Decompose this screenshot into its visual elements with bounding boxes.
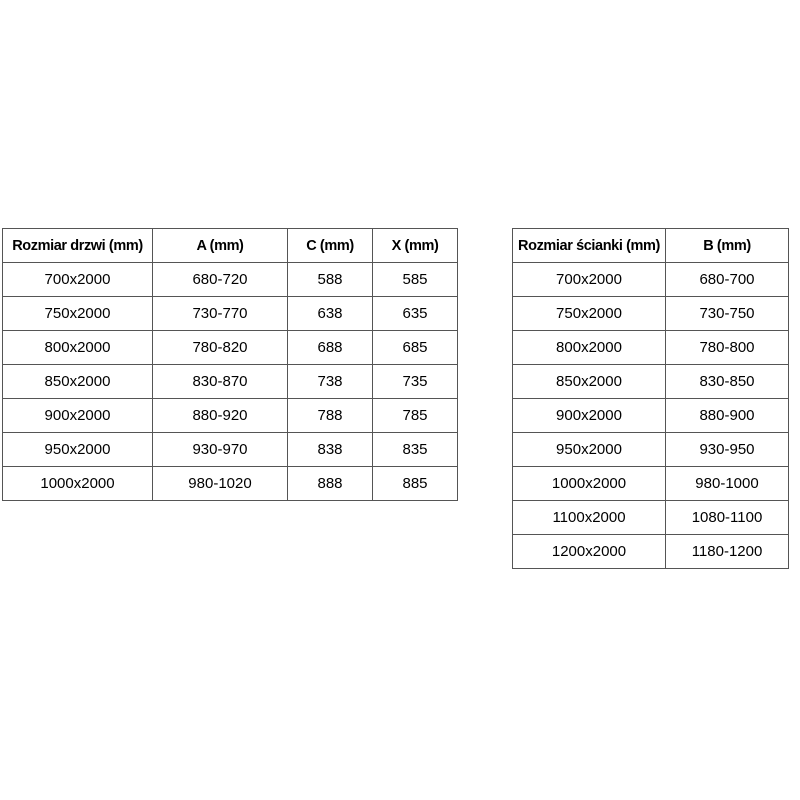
column-header-c: C (mm) xyxy=(288,229,373,263)
cell-c: 588 xyxy=(288,263,373,297)
cell-wall-size: 1100x2000 xyxy=(513,501,666,535)
table-row xyxy=(3,433,458,467)
cell-a: 980-1020 xyxy=(153,467,288,501)
door-size-table xyxy=(2,228,458,501)
cell-wall-size: 850x2000 xyxy=(513,365,666,399)
cell-door-size: 700x2000 xyxy=(3,263,153,297)
cell-c: 738 xyxy=(288,365,373,399)
table-header-row xyxy=(513,229,789,263)
column-header-wall-size: Rozmiar ścianki (mm) xyxy=(513,229,666,263)
cell-wall-size: 750x2000 xyxy=(513,297,666,331)
table-row xyxy=(513,433,789,467)
cell-c: 688 xyxy=(288,331,373,365)
cell-wall-size: 800x2000 xyxy=(513,331,666,365)
cell-door-size: 750x2000 xyxy=(3,297,153,331)
cell-b: 930-950 xyxy=(666,433,789,467)
wall-size-table xyxy=(512,228,789,569)
table-row xyxy=(513,331,789,365)
column-header-a: A (mm) xyxy=(153,229,288,263)
cell-wall-size: 700x2000 xyxy=(513,263,666,297)
cell-wall-size: 950x2000 xyxy=(513,433,666,467)
cell-x: 635 xyxy=(373,297,458,331)
cell-x: 735 xyxy=(373,365,458,399)
cell-b: 680-700 xyxy=(666,263,789,297)
cell-door-size: 950x2000 xyxy=(3,433,153,467)
cell-b: 830-850 xyxy=(666,365,789,399)
cell-c: 838 xyxy=(288,433,373,467)
table-row xyxy=(3,297,458,331)
cell-x: 585 xyxy=(373,263,458,297)
cell-door-size: 900x2000 xyxy=(3,399,153,433)
cell-wall-size: 900x2000 xyxy=(513,399,666,433)
cell-b: 780-800 xyxy=(666,331,789,365)
cell-x: 785 xyxy=(373,399,458,433)
table-row xyxy=(3,331,458,365)
cell-a: 680-720 xyxy=(153,263,288,297)
cell-c: 638 xyxy=(288,297,373,331)
cell-door-size: 1000x2000 xyxy=(3,467,153,501)
cell-wall-size: 1200x2000 xyxy=(513,535,666,569)
column-header-b: B (mm) xyxy=(666,229,789,263)
table-row xyxy=(513,399,789,433)
table-row xyxy=(513,365,789,399)
cell-door-size: 800x2000 xyxy=(3,331,153,365)
cell-c: 888 xyxy=(288,467,373,501)
cell-b: 980-1000 xyxy=(666,467,789,501)
table-row xyxy=(3,263,458,297)
cell-b: 880-900 xyxy=(666,399,789,433)
cell-a: 780-820 xyxy=(153,331,288,365)
cell-door-size: 850x2000 xyxy=(3,365,153,399)
table-row xyxy=(513,263,789,297)
table-row xyxy=(513,297,789,331)
cell-a: 730-770 xyxy=(153,297,288,331)
column-header-x: X (mm) xyxy=(373,229,458,263)
cell-a: 930-970 xyxy=(153,433,288,467)
cell-b: 730-750 xyxy=(666,297,789,331)
cell-b: 1080-1100 xyxy=(666,501,789,535)
cell-c: 788 xyxy=(288,399,373,433)
column-header-door-size: Rozmiar drzwi (mm) xyxy=(3,229,153,263)
table-row xyxy=(513,501,789,535)
cell-a: 880-920 xyxy=(153,399,288,433)
table-header-row xyxy=(3,229,458,263)
cell-x: 885 xyxy=(373,467,458,501)
cell-b: 1180-1200 xyxy=(666,535,789,569)
table-row xyxy=(3,467,458,501)
cell-wall-size: 1000x2000 xyxy=(513,467,666,501)
table-row xyxy=(3,399,458,433)
cell-x: 685 xyxy=(373,331,458,365)
table-row xyxy=(3,365,458,399)
table-row xyxy=(513,467,789,501)
cell-a: 830-870 xyxy=(153,365,288,399)
cell-x: 835 xyxy=(373,433,458,467)
table-row xyxy=(513,535,789,569)
